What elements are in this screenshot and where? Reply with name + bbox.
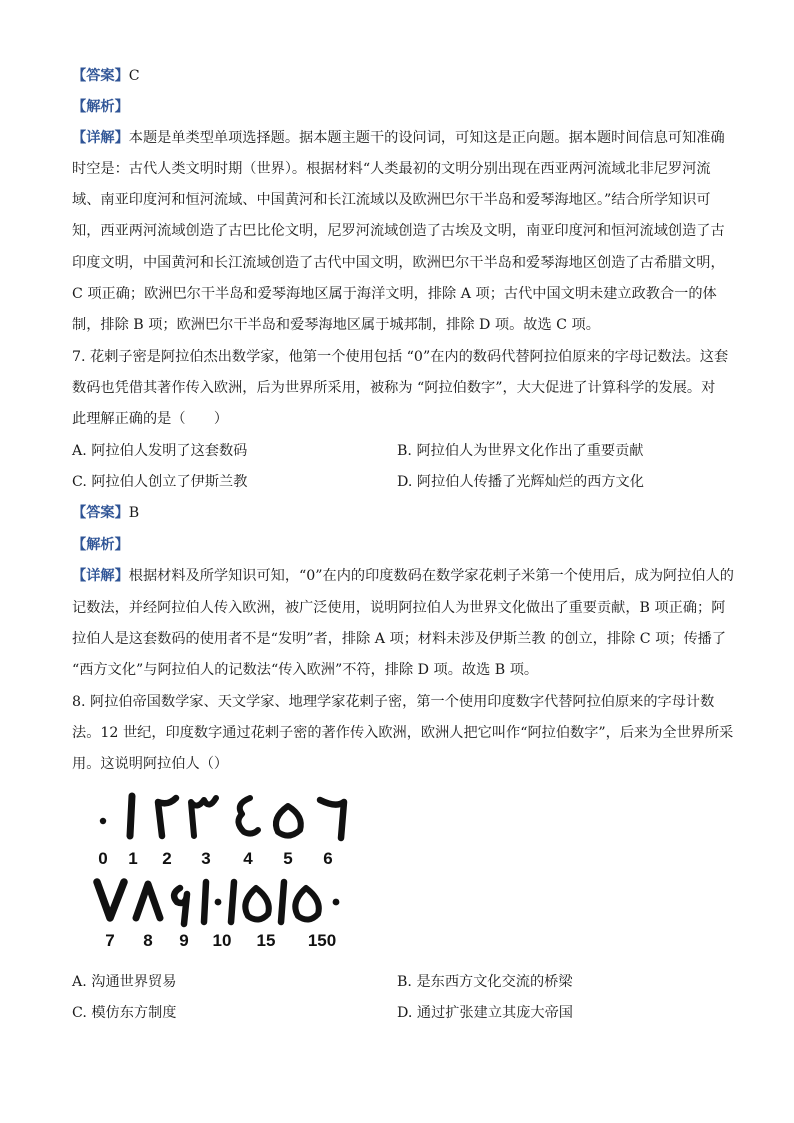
q6-detail-line-4: 印度文明，中国黄河和长江流域创造了古代中国文明，欧洲巴尔干半岛和爱琴海地区创造了古希腊文明， — [72, 255, 725, 271]
q7-option-c[interactable]: C. 阿拉伯人创立了伊斯兰教 — [72, 474, 248, 490]
q7-stem-line-2: 此理解正确的是（ ） — [72, 411, 229, 427]
q6-detail-line-6: 制，排除 B 项；欧洲巴尔干半岛和爱琴海地区属于城邦制，排除 D 项。故选 C 项。 — [72, 317, 600, 333]
numeral-label: 15 — [256, 931, 276, 950]
q8-stem-line-1: 法。12 世纪，印度数字通过花剌子密的著作传入欧洲，欧洲人把它叫作“阿拉伯数字”，后来为全世界所采 — [72, 725, 734, 741]
q7-analysis-line — [72, 535, 129, 555]
q6-detail-text: 本题是单类型单项选择题。据本题主题干的设问词，可知这是正向题。据本题时间信息可知准确 — [128, 130, 725, 146]
q7-option-b[interactable]: B. 阿拉伯人为世界文化作出了重要贡献 — [397, 443, 644, 459]
q7-answer: B — [128, 505, 140, 521]
q7-answer-line — [72, 503, 139, 523]
numeral-label: 2 — [162, 849, 172, 868]
arabic-numerals-figure — [88, 784, 360, 954]
q6-detail-line-0 — [72, 128, 725, 148]
numeral-label: 8 — [143, 931, 153, 950]
q7-stem-line-0: 7. 花剌子密是阿拉伯杰出数学家，他第一个使用包括 “0”在内的数码代替阿拉伯原来的字母记数法。这套 — [72, 349, 729, 365]
numeral-label: 5 — [283, 849, 293, 868]
q7-detail-text: 根据材料及所学知识可知，“0”在内的印度数码在数学家花剌子米第一个使用后，成为阿拉伯人的 — [128, 568, 734, 584]
analysis-tag: 【解析】 — [72, 537, 129, 553]
q8-stem-line-0: 8. 阿拉伯帝国数学家、天文学家、地理学家花剌子密，第一个使用印度数字代替阿拉伯原来的字母计数 — [72, 694, 715, 710]
q8-option-d[interactable]: D. 通过扩张建立其庞大帝国 — [397, 1005, 573, 1021]
numeral-label: 7 — [105, 931, 115, 950]
numeral-label: 6 — [323, 849, 333, 868]
detail-tag: 【详解】 — [72, 130, 129, 146]
q7-option-d[interactable]: D. 阿拉伯人传播了光辉灿烂的西方文化 — [397, 474, 644, 490]
q7-detail-line-3: “西方文化”与阿拉伯人的记数法“传入欧洲”不符，排除 D 项。故选 B 项。 — [72, 662, 539, 678]
numeral-label: 1 — [128, 849, 138, 868]
detail-tag: 【详解】 — [72, 568, 129, 584]
numeral-label: 4 — [243, 849, 253, 868]
q7-detail-line-1: 记数法，并经阿拉伯人传入欧洲，被广泛使用，说明阿拉伯人为世界文化做出了重要贡献，B 项正确；阿 — [72, 600, 726, 616]
q7-detail-line-0 — [72, 566, 734, 586]
numeral-label: 10 — [212, 931, 232, 950]
answer-tag: 【答案】 — [72, 68, 129, 84]
arabic-numerals-image — [88, 784, 360, 954]
q6-analysis-line — [72, 97, 129, 117]
q8-option-a[interactable]: A. 沟通世界贸易 — [72, 974, 177, 990]
q7-stem-line-1: 数码也凭借其著作传入欧洲，后为世界所采用，被称为 “阿拉伯数字”，大大促进了计算科学的发展。对 — [72, 380, 716, 396]
q6-answer: C — [128, 68, 140, 84]
q8-stem-line-2: 用。这说明阿拉伯人（） — [72, 756, 229, 772]
q6-detail-line-3: 知，西亚两河流域创造了古巴比伦文明，尼罗河流域创造了古埃及文明，南亚印度河和恒河流域创造了古 — [72, 223, 725, 239]
q6-detail-line-5: C 项正确；欧洲巴尔干半岛和爱琴海地区属于海洋文明，排除 A 项；古代中国文明未建立政教合一的体 — [72, 286, 717, 302]
q8-option-b[interactable]: B. 是东西方文化交流的桥梁 — [397, 974, 573, 990]
numeral-label: 3 — [201, 849, 211, 868]
numeral-label: 0 — [98, 849, 108, 868]
q7-detail-line-2: 拉伯人是这套数码的使用者不是“发明”者，排除 A 项；材料未涉及伊斯兰教 的创立，排除 C 项；传播了 — [72, 631, 727, 647]
numeral-label: 9 — [179, 931, 189, 950]
numeral-label: 150 — [307, 931, 337, 950]
q7-option-a[interactable]: A. 阿拉伯人发明了这套数码 — [72, 443, 248, 459]
answer-tag: 【答案】 — [72, 505, 129, 521]
q6-detail-line-1: 时空是：古代人类文明时期（世界）。根据材料“人类最初的文明分别出现在西亚两河流域北非尼罗河流 — [72, 161, 711, 177]
q6-answer-line — [72, 66, 140, 86]
q8-option-c[interactable]: C. 模仿东方制度 — [72, 1005, 177, 1021]
q6-detail-line-2: 域、南亚印度河和恒河流域、中国黄河和长江流域以及欧洲巴尔干半岛和爱琴海地区。”结合所学知识可 — [72, 192, 711, 208]
analysis-tag: 【解析】 — [72, 99, 129, 115]
